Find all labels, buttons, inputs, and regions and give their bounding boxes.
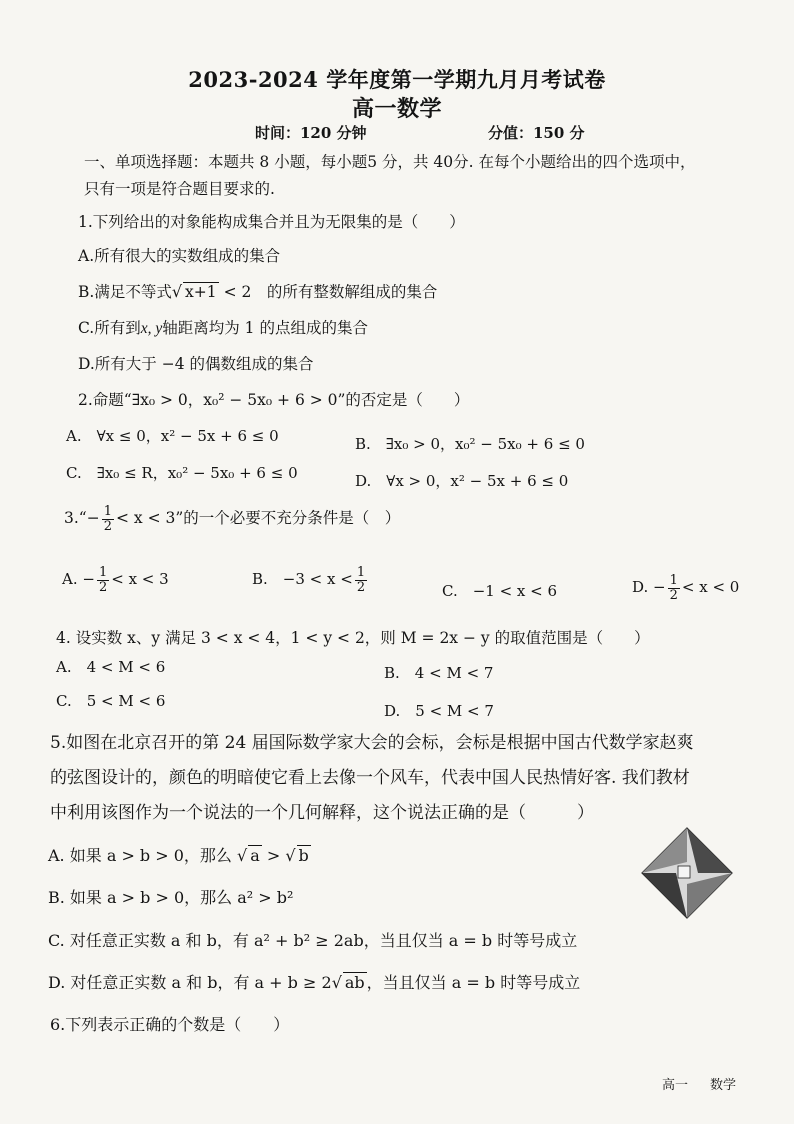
- frac-num: 1: [669, 573, 678, 588]
- q5-option-d-pre: D. 对任意正实数 a 和 b，有 a + b ≥ 2: [48, 973, 332, 992]
- footer-grade: 高一: [662, 1078, 689, 1093]
- q1-option-d: D.所有大于 −4 的偶数组成的集合: [78, 355, 314, 373]
- q6-stem: 6.下列表示正确的个数是（ ）: [50, 1015, 290, 1034]
- q4-option-a: A. 4 < M < 6: [56, 658, 166, 676]
- q2-option-c: C. ∃x₀ ≤ R，x₀² − 5x₀ + 6 ≤ 0: [66, 464, 298, 482]
- q3-option-d-label: D.: [632, 578, 649, 597]
- q5-option-c: C. 对任意正实数 a 和 b，有 a² + b² ≥ 2ab，当且仅当 a = b 时等号成立: [48, 931, 578, 950]
- q3-option-b: [252, 566, 369, 594]
- pinwheel-center-square: [678, 866, 690, 878]
- frac-num: 1: [103, 504, 112, 519]
- q5-option-a-pre: A. 如果 a > b > 0，那么: [48, 846, 232, 865]
- exam-score: 分值：150 分: [488, 124, 585, 142]
- q3-stem-post: < x < 3”的一个必要不充分条件是（ ）: [116, 509, 401, 528]
- q3-option-d: D. − $\frac{1}{2}$ < x < 0: [632, 573, 740, 603]
- q3-stem-fraction: [102, 505, 114, 533]
- q2-stem: 2.命题“∃x₀ > 0，x₀² − 5x₀ + 6 > 0”的否定是（ ）: [78, 391, 470, 409]
- q5-stem-line-1: 5.如图在北京召开的第 24 届国际数学家大会的会标，会标是根据中国古代数学家赵爽: [50, 733, 694, 753]
- q1-option-b-pre: B.满足不等式: [78, 283, 172, 301]
- exam-subject: 高一数学: [351, 96, 442, 122]
- frac-num: 1: [98, 565, 108, 580]
- q5-option-a-sqrt-b: b: [298, 846, 309, 865]
- q3-option-a-fraction: [97, 566, 109, 594]
- frac-num: 1: [356, 565, 366, 580]
- q3-option-b-fraction: [355, 566, 367, 594]
- q1-option-b-sqrt: x+1: [185, 283, 217, 301]
- q5-option-d-sqrt: ab: [344, 973, 365, 992]
- section-1-instructions-2: 只有一项是符合题目要求的.: [84, 180, 275, 198]
- q5-option-d-post: ，当且仅当 a = b 时等号成立: [366, 973, 581, 992]
- page-footer: [662, 1074, 758, 1093]
- exam-title: 2023-2024 学年度第一学期九月月考试卷: [188, 67, 606, 92]
- q4-stem: 4. 设实数 x、y 满足 3 < x < 4，1 < y < 2，则 M = 2x − y 的取值范围是（ ）: [56, 629, 650, 647]
- q1-option-c-pre: C.所有到: [78, 319, 141, 337]
- q3-option-b-label: B. −3 < x <: [252, 570, 353, 589]
- q5-option-a: A. 如果 a > b > 0，那么 √ a > √ b: [48, 846, 309, 865]
- q2-option-a: A. ∀x ≤ 0，x² − 5x + 6 ≤ 0: [66, 427, 279, 445]
- q3-option-a-post: < x < 3: [111, 570, 169, 589]
- q3-option-c: C. −1 < x < 6: [442, 582, 558, 600]
- q3-option-a: A. − $\frac{1}{2}$ < x < 3: [62, 565, 169, 595]
- q4-option-b: B. 4 < M < 7: [384, 664, 494, 682]
- section-1-instructions: 一、单项选择题：本题共 8 小题，每小题5 分，共 40分. 在每个小题给出的四个选项中，: [84, 153, 696, 171]
- q1-option-c-post: 轴距离均为 1 的点组成的集合: [162, 319, 368, 337]
- exam-time: 时间：120 分钟: [255, 124, 367, 142]
- frac-den: 2: [98, 579, 108, 595]
- q1-option-c-vars: x, y: [140, 320, 163, 337]
- q5-option-d: D. 对任意正实数 a 和 b，有 a + b ≥ 2√ ab ，当且仅当 a = b 时等号成立: [48, 973, 581, 992]
- q1-option-b: B.满足不等式√ x+1 < 2 的所有整数解组成的集合: [78, 282, 438, 301]
- q5-option-a-sqrt-a: a: [250, 846, 260, 865]
- q3-number: 3.: [64, 509, 79, 528]
- q1-option-b-post: < 2 的所有整数解组成的集合: [223, 283, 438, 301]
- q5-stem-line-2: 的弦图设计的，颜色的明暗使它看上去像一个风车，代表中国人民热情好客. 我们教材: [50, 768, 690, 788]
- q5-option-b: B. 如果 a > b > 0，那么 a² > b²: [48, 888, 294, 907]
- q3-option-d-post: < x < 0: [681, 578, 740, 597]
- q3-option-a-label: A.: [62, 570, 78, 589]
- q4-option-d: D. 5 < M < 7: [384, 702, 494, 720]
- q2-option-b: B. ∃x₀ > 0，x₀² − 5x₀ + 6 ≤ 0: [355, 435, 585, 453]
- frac-den: 2: [669, 587, 678, 603]
- q5-option-a-mid: >: [261, 846, 286, 865]
- q1-option-c: [78, 316, 368, 338]
- q3-option-d-fraction: [668, 574, 680, 602]
- q4-option-c: C. 5 < M < 6: [56, 692, 166, 710]
- zhao-shuang-pinwheel-figure: [640, 826, 734, 920]
- frac-den: 2: [103, 518, 112, 534]
- q5-stem-line-3: 中利用该图作为一个说法的一个几何解释，这个说法正确的是（ ）: [50, 803, 594, 823]
- q1-option-a: A.所有很大的实数组成的集合: [78, 247, 281, 265]
- q3-stem: 3.“− $\frac{1}{2}$ < x < 3”的一个必要不充分条件是（ ）: [64, 504, 401, 534]
- footer-subject: 数学: [710, 1078, 737, 1093]
- q1-stem: 1.下列给出的对象能构成集合并且为无限集的是（ ）: [78, 213, 465, 231]
- q2-option-d: D. ∀x > 0，x² − 5x + 6 ≤ 0: [355, 472, 569, 490]
- frac-den: 2: [356, 579, 366, 595]
